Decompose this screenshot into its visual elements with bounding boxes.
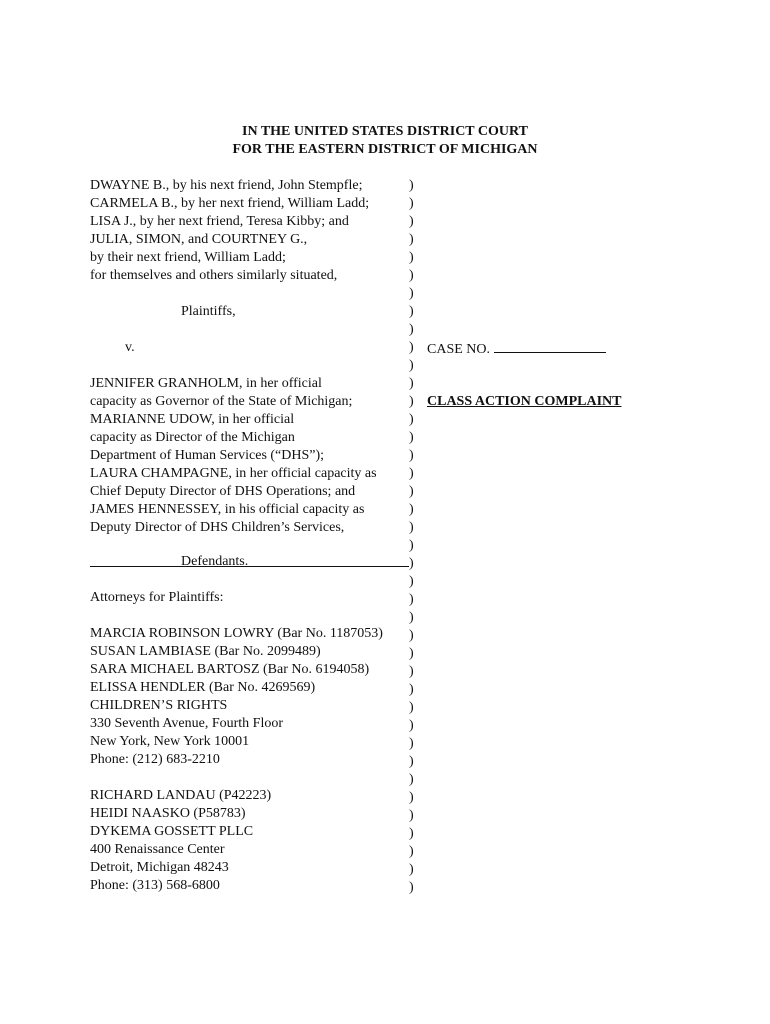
- caption-parenthesis: ): [409, 646, 414, 661]
- attorneys-label: Attorneys for Plaintiffs:: [90, 590, 224, 605]
- caption-parenthesis: ): [409, 376, 414, 391]
- case-number-field: [427, 339, 606, 359]
- caption-parenthesis: ): [409, 484, 414, 499]
- caption-parenthesis: ): [409, 322, 414, 337]
- plaintiff-line: for themselves and others similarly situated,: [90, 268, 338, 283]
- caption-parenthesis: ): [409, 592, 414, 607]
- caption-parenthesis: ): [409, 718, 414, 733]
- caption-parenthesis: ): [409, 772, 414, 787]
- caption-parenthesis: ): [409, 502, 414, 517]
- attorney-line: New York, New York 10001: [90, 734, 250, 749]
- caption-parenthesis: ): [409, 430, 414, 445]
- defendants-underline: [90, 566, 409, 567]
- versus-label: v.: [125, 340, 135, 355]
- caption-parenthesis: ): [409, 250, 414, 265]
- defendant-line: JAMES HENNESSEY, in his official capacity as: [90, 502, 365, 517]
- caption-parenthesis: ): [409, 754, 414, 769]
- defendant-line: LAURA CHAMPAGNE, in her official capacity as: [90, 466, 377, 481]
- case-number-label: CASE NO.: [427, 342, 491, 357]
- court-name-line-2: FOR THE EASTERN DISTRICT OF MICHIGAN: [232, 142, 538, 157]
- caption-parenthesis: ): [409, 736, 414, 751]
- caption-parenthesis: ): [409, 862, 414, 877]
- plaintiff-line: CARMELA B., by her next friend, William Ladd;: [90, 196, 370, 211]
- caption-parenthesis: ): [409, 214, 414, 229]
- attorney-line: ELISSA HENDLER (Bar No. 4269569): [90, 680, 316, 695]
- caption-parenthesis: ): [409, 826, 414, 841]
- attorney-line: Phone: (313) 568-6800: [90, 878, 220, 893]
- caption-parenthesis: ): [409, 340, 414, 355]
- defendant-line: Department of Human Services (“DHS”);: [90, 448, 325, 463]
- caption-parenthesis: ): [409, 700, 414, 715]
- caption-parenthesis: ): [409, 358, 414, 373]
- defendant-line: capacity as Governor of the State of Michigan;: [90, 394, 353, 409]
- attorney-line: RICHARD LANDAU (P42223): [90, 788, 272, 803]
- caption-parenthesis: ): [409, 574, 414, 589]
- caption-parenthesis: ): [409, 808, 414, 823]
- caption-parenthesis: ): [409, 628, 414, 643]
- attorney-line: 330 Seventh Avenue, Fourth Floor: [90, 716, 284, 731]
- caption-parenthesis: ): [409, 790, 414, 805]
- caption-parenthesis: ): [409, 196, 414, 211]
- attorney-line: SUSAN LAMBIASE (Bar No. 2099489): [90, 644, 321, 659]
- attorney-line: SARA MICHAEL BARTOSZ (Bar No. 6194058): [90, 662, 370, 677]
- caption-parenthesis: ): [409, 178, 414, 193]
- defendant-line: capacity as Director of the Michigan: [90, 430, 295, 445]
- caption-parenthesis: ): [409, 538, 414, 553]
- attorney-line: 400 Renaissance Center: [90, 842, 225, 857]
- defendant-line: JENNIFER GRANHOLM, in her official: [90, 376, 322, 391]
- caption-parenthesis: ): [409, 232, 414, 247]
- plaintiff-line: by their next friend, William Ladd;: [90, 250, 286, 265]
- attorney-line: MARCIA ROBINSON LOWRY (Bar No. 1187053): [90, 626, 383, 641]
- case-number-blank: [494, 339, 606, 353]
- caption-parenthesis: ): [409, 268, 414, 283]
- plaintiff-line: LISA J., by her next friend, Teresa Kibby; and: [90, 214, 349, 229]
- attorney-line: HEIDI NAASKO (P58783): [90, 806, 246, 821]
- plaintiff-line: DWAYNE B., by his next friend, John Stempfle;: [90, 178, 363, 193]
- caption-parenthesis: ): [409, 520, 414, 535]
- caption-parenthesis: ): [409, 664, 414, 679]
- caption-parenthesis: ): [409, 448, 414, 463]
- caption-parenthesis: ): [409, 412, 414, 427]
- caption-parenthesis: ): [409, 394, 414, 409]
- caption-parenthesis: ): [409, 880, 414, 895]
- attorney-line: Detroit, Michigan 48243: [90, 860, 229, 875]
- defendant-line: Chief Deputy Director of DHS Operations; and: [90, 484, 356, 499]
- court-name-line-1: IN THE UNITED STATES DISTRICT COURT: [242, 124, 528, 139]
- attorney-line: CHILDREN’S RIGHTS: [90, 698, 228, 713]
- caption-parenthesis: ): [409, 286, 414, 301]
- attorney-line: DYKEMA GOSSETT PLLC: [90, 824, 254, 839]
- caption-parenthesis: ): [409, 304, 414, 319]
- caption-parenthesis: ): [409, 556, 414, 571]
- defendants-label: Defendants.: [181, 554, 249, 569]
- defendant-line: MARIANNE UDOW, in her official: [90, 412, 295, 427]
- defendant-line: Deputy Director of DHS Children’s Services,: [90, 520, 345, 535]
- plaintiff-line: JULIA, SIMON, and COURTNEY G.,: [90, 232, 308, 247]
- caption-parenthesis: ): [409, 844, 414, 859]
- caption-parenthesis: ): [409, 682, 414, 697]
- document-title: CLASS ACTION COMPLAINT: [427, 394, 622, 409]
- attorney-line: Phone: (212) 683-2210: [90, 752, 220, 767]
- caption-parenthesis: ): [409, 610, 414, 625]
- caption-parenthesis: ): [409, 466, 414, 481]
- plaintiffs-label: Plaintiffs,: [181, 304, 236, 319]
